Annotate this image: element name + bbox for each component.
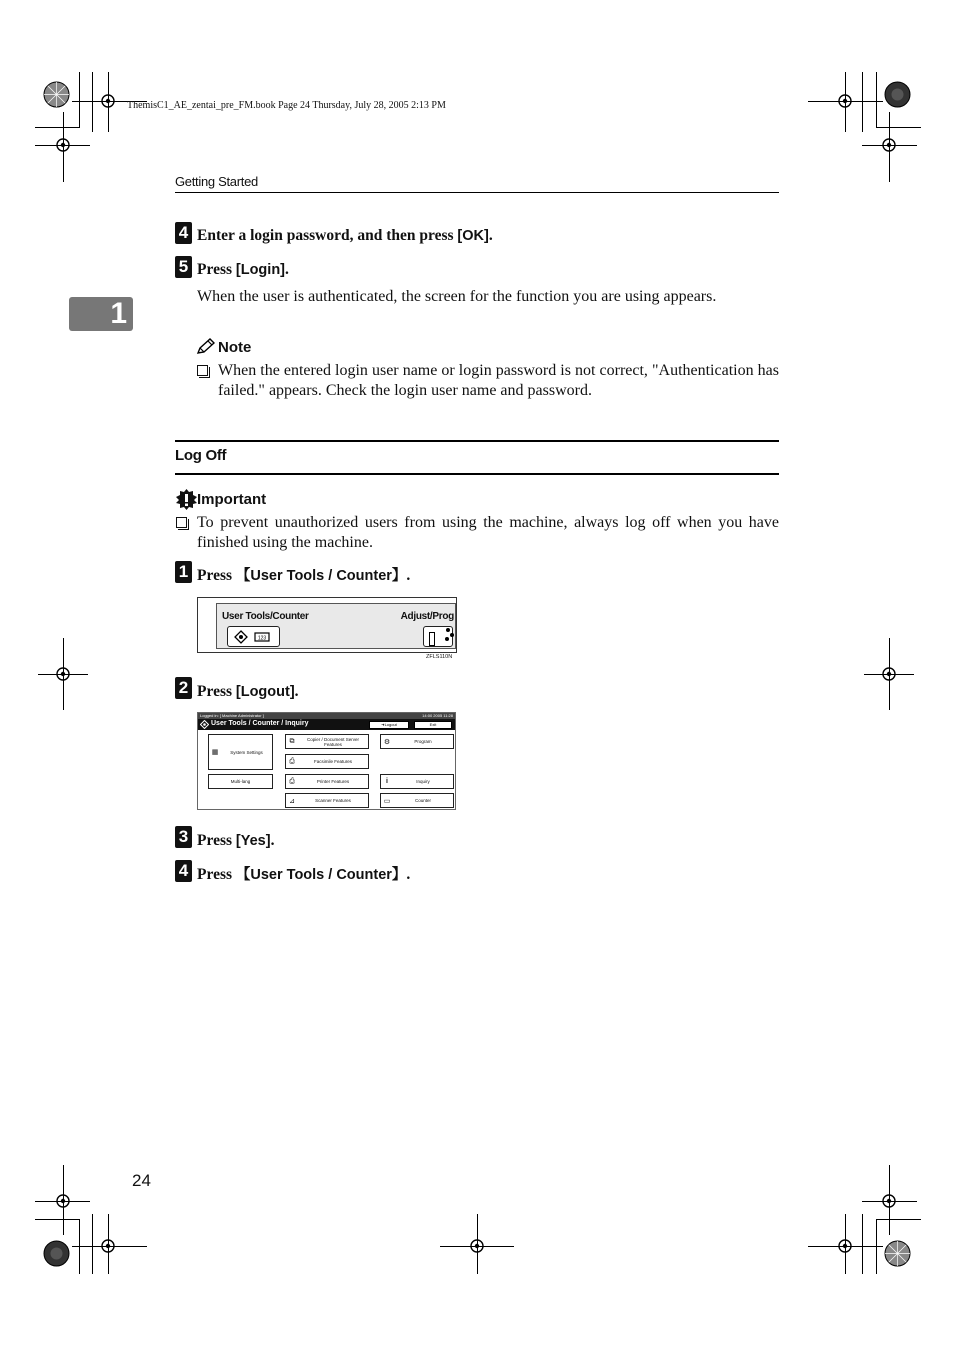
- system-settings-label: System Settings: [230, 749, 263, 755]
- copier-label: Copier / Document Server Features: [306, 736, 360, 747]
- ok-key-label: [OK]: [457, 228, 489, 244]
- registration-target-icon: [879, 664, 899, 684]
- step-text-end: .: [285, 261, 289, 278]
- info-icon: i: [386, 778, 388, 785]
- scanner-label: Scanner Features: [315, 798, 351, 803]
- step-text: Press: [197, 261, 236, 278]
- screen-title: User Tools / Counter / Inquiry: [211, 720, 309, 727]
- step-text-end: .: [270, 832, 275, 849]
- building-icon: ▦: [211, 749, 219, 756]
- important-label: Important: [197, 491, 267, 508]
- step-text-end: .: [294, 683, 299, 700]
- svg-text:123: 123: [257, 635, 267, 642]
- step-number: 3: [175, 826, 192, 848]
- step-text-end: .: [406, 567, 411, 584]
- step-text-end: .: [488, 227, 493, 244]
- step-5-body: When the user is authenticated, the screen for the function you are using appears.: [197, 288, 717, 305]
- color-wheel-icon: [884, 81, 911, 108]
- user-tools-counter-key[interactable]: [227, 626, 280, 647]
- system-settings-button[interactable]: [208, 734, 273, 770]
- fax-icon: ⎙: [289, 757, 295, 765]
- note-label: Note: [218, 339, 252, 356]
- page-number: 24: [132, 1171, 151, 1190]
- registration-target-icon: [879, 1191, 899, 1211]
- step-text-end: .: [406, 866, 411, 883]
- color-wheel-icon: [43, 1240, 70, 1267]
- step-3-press-yes: [175, 826, 274, 852]
- section-rule-bottom: [175, 473, 779, 475]
- step-text: Press: [197, 683, 236, 700]
- step-4-press-user-tools: [175, 860, 410, 886]
- running-head: Getting Started: [175, 174, 258, 189]
- inquiry-button[interactable]: [380, 774, 454, 789]
- registration-target-icon: [835, 1236, 855, 1256]
- section-rule-top: [175, 440, 779, 442]
- step-text: Press: [197, 866, 236, 883]
- yes-key-label: [Yes]: [235, 833, 271, 849]
- checkbox-bullet-icon: [176, 517, 187, 528]
- step-number: 4: [175, 222, 192, 244]
- registration-target-icon: [879, 135, 899, 155]
- datetime: 14:00 2005 11:28: [422, 713, 453, 718]
- counter-button[interactable]: [380, 793, 454, 808]
- chapter-tab: 1: [69, 297, 133, 331]
- step-number: 5: [175, 256, 192, 278]
- multi-lang-label: Multi-lang: [230, 779, 251, 784]
- copier-icon: ⧉: [289, 737, 295, 745]
- copier-features-button[interactable]: [285, 734, 369, 749]
- figure-code: ZFLS110N: [426, 654, 453, 660]
- registration-target-icon: [53, 664, 73, 684]
- title-bar: [198, 719, 455, 730]
- step-text: Enter a login password, and then press: [197, 227, 458, 244]
- user-tools-icon: [200, 720, 209, 729]
- color-wheel-icon: [884, 1240, 911, 1267]
- note-text: When the entered login user name or login password is not correct, "Authentication has failed." appears. Check the login user name and password.: [218, 362, 779, 399]
- checkbox-bullet-icon: [197, 365, 208, 376]
- step-number: 1: [175, 561, 192, 583]
- user-tools-screen-figure: [197, 712, 456, 810]
- user-tools-panel-label: User Tools/Counter: [222, 611, 309, 622]
- control-panel-figure: [197, 597, 457, 653]
- scanner-features-button[interactable]: [285, 793, 369, 808]
- facsimile-features-button[interactable]: [285, 754, 369, 769]
- counter-label: Counter: [414, 798, 431, 803]
- program-button[interactable]: [380, 734, 454, 749]
- step-text: Press: [197, 567, 236, 584]
- exit-button[interactable]: Exit: [414, 721, 452, 729]
- section-title: Log Off: [175, 447, 227, 464]
- control-panel: [216, 603, 456, 649]
- logout-key-label: [Logout]: [235, 684, 295, 700]
- step-number: 2: [175, 677, 192, 699]
- program-icon: ⚙: [383, 738, 391, 746]
- user-tools-key-label: 【User Tools / Counter】: [235, 867, 407, 883]
- important-text: To prevent unauthorized users from using the machine, always log off when you have finished using the machine.: [197, 514, 779, 551]
- step-2-press-logout: [175, 677, 299, 703]
- dots-icon: [445, 628, 455, 642]
- print-header: ThemisC1_AE_zentai_pre_FM.book Page 24 Thursday, July 28, 2005 2:13 PM: [127, 100, 446, 111]
- logout-button[interactable]: ➜Logout: [369, 721, 409, 729]
- printer-icon: ⎙: [289, 777, 295, 785]
- printer-label: Printer Features: [316, 779, 350, 784]
- registration-target-icon: [467, 1236, 487, 1256]
- registration-target-icon: [98, 1236, 118, 1256]
- user-tools-key-label: 【User Tools / Counter】: [235, 568, 407, 584]
- scanner-icon: ⊿: [289, 797, 295, 805]
- header-rule: [175, 192, 779, 193]
- step-number: 4: [175, 860, 192, 882]
- user-tools-icon: [234, 630, 274, 644]
- adjust-prog-panel-label: Adjust/Prog: [400, 611, 454, 622]
- multi-lang-button[interactable]: [208, 774, 273, 789]
- counter-icon: ▭: [383, 797, 391, 805]
- printer-features-button[interactable]: [285, 774, 369, 789]
- login-key-label: [Login]: [235, 262, 286, 278]
- registration-target-icon: [835, 91, 855, 111]
- login-status: Logged in: [ Machine Administrator ]: [200, 713, 264, 718]
- step-5-press-login: [175, 256, 289, 281]
- program-label: Program: [414, 739, 432, 744]
- important-icon: [176, 489, 197, 510]
- inquiry-label: Inquiry: [416, 779, 430, 784]
- facsimile-label: Facsimile Features: [313, 759, 352, 764]
- registration-target-icon: [53, 1191, 73, 1211]
- step-text: Press: [197, 832, 236, 849]
- pencil-icon: [196, 338, 215, 355]
- registration-target-icon: [98, 91, 118, 111]
- step-1-press-user-tools: [175, 561, 410, 587]
- step-4-enter-password: [175, 222, 493, 247]
- registration-target-icon: [53, 135, 73, 155]
- logout-button-label: Logout: [384, 721, 397, 727]
- color-wheel-icon: [43, 81, 70, 108]
